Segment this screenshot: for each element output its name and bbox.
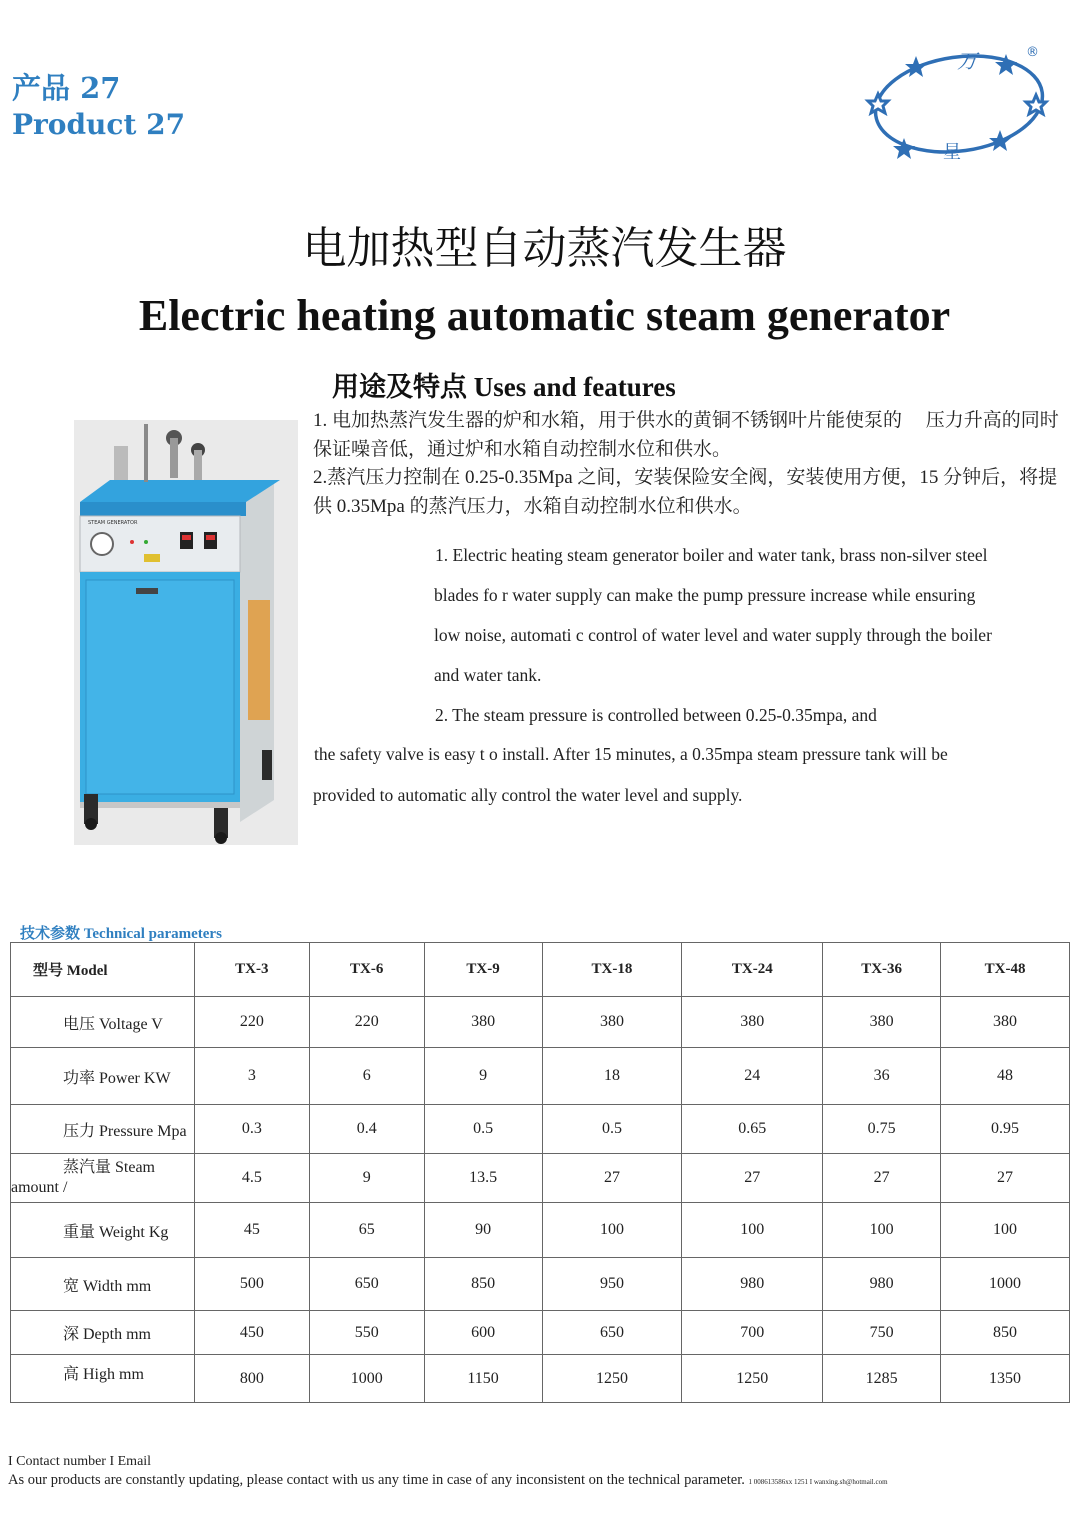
- table-cell: 800: [194, 1355, 309, 1403]
- logo-text-top: 万: [957, 49, 977, 73]
- product-photo: [74, 420, 298, 845]
- table-cell: 1000: [941, 1258, 1070, 1311]
- footer-contact-line: I Contact number I Email: [8, 1454, 152, 1469]
- table-cell: 1000: [309, 1355, 424, 1403]
- table-cell: 550: [309, 1311, 424, 1355]
- row-label: 压力 Pressure Mpa: [11, 1105, 195, 1154]
- title-cn: 电加热型自动蒸汽发生器: [302, 223, 787, 274]
- row-label: 深 Depth mm: [11, 1311, 195, 1355]
- table-cell: 90: [424, 1203, 542, 1258]
- technical-parameters-table: [10, 942, 1070, 1403]
- model-cell: TX-24: [682, 943, 823, 997]
- table-cell: 850: [941, 1311, 1070, 1355]
- uses-en-line-2: blades fo r water supply can make the pump pressure increase while ensuring: [434, 585, 976, 605]
- table-row: [11, 1355, 1070, 1403]
- table-cell: 6: [309, 1048, 424, 1105]
- uses-en-line-1: 1. Electric heating steam generator boiler and water tank, brass non-silver steel: [435, 545, 988, 565]
- model-cell: TX-48: [941, 943, 1070, 997]
- table-cell: 100: [823, 1203, 941, 1258]
- table-cell: 1250: [682, 1355, 823, 1403]
- table-cell: 48: [941, 1048, 1070, 1105]
- table-row: [11, 1258, 1070, 1311]
- table-cell: 18: [542, 1048, 682, 1105]
- table-header-row: [11, 943, 1070, 997]
- row-label-line2: amount /: [11, 1179, 68, 1196]
- table-cell: 500: [194, 1258, 309, 1311]
- uses-en-line-6: the safety valve is easy t o install. After 15 minutes, a 0.35mpa steam pressure tank will be: [314, 744, 948, 764]
- table-cell: 0.4: [309, 1105, 424, 1154]
- table-cell: 100: [941, 1203, 1070, 1258]
- model-cell: TX-3: [194, 943, 309, 997]
- table-cell: 220: [309, 997, 424, 1048]
- product-number-cn: 产品 27: [12, 71, 121, 105]
- table-cell: 650: [542, 1311, 682, 1355]
- table-row: [11, 1048, 1070, 1105]
- table-cell: 36: [823, 1048, 941, 1105]
- table-cell: 0.75: [823, 1105, 941, 1154]
- table-cell: 4.5: [194, 1154, 309, 1203]
- table-cell: 9: [309, 1154, 424, 1203]
- table-cell: 980: [823, 1258, 941, 1311]
- table-cell: 27: [542, 1154, 682, 1203]
- header-model-label: 型号 Model: [11, 943, 195, 997]
- table-row: [11, 1154, 1070, 1203]
- uses-cn-paragraph-2: 2.蒸汽压力控制在 0.25-0.35Mpa 之间，安装保险安全阀，安装使用方便，15 分钟后，将提供 0.35Mpa 的蒸汽压力，水箱自动控制水位和供水。: [313, 467, 1058, 517]
- table-cell: 980: [682, 1258, 823, 1311]
- title-en: Electric heating automatic steam generator: [138, 291, 951, 340]
- footer-contact-small: 1 008613586xx 1251 I wanxing.sh@hotmail.com: [748, 1478, 888, 1486]
- table-cell: 27: [941, 1154, 1070, 1203]
- uses-cn-paragraph-1: 1. 电加热蒸汽发生器的炉和水箱，用于供水的黄铜不锈钢叶片能使泵的 压力升高的同时保证噪音低，通过炉和水箱自动控制水位和供水。: [313, 410, 1059, 460]
- table-cell: 0.65: [682, 1105, 823, 1154]
- model-cell: TX-18: [542, 943, 682, 997]
- wanxing-logo: [864, 40, 1054, 165]
- table-cell: 380: [542, 997, 682, 1048]
- table-cell: 600: [424, 1311, 542, 1355]
- technical-parameters-heading: 技术参数 Technical parameters: [20, 926, 222, 942]
- table-cell: 0.95: [941, 1105, 1070, 1154]
- table-row: [11, 1105, 1070, 1154]
- table-row: [11, 997, 1070, 1048]
- table-cell: 100: [542, 1203, 682, 1258]
- table-cell: 27: [682, 1154, 823, 1203]
- table-cell: 27: [823, 1154, 941, 1203]
- table-cell: 13.5: [424, 1154, 542, 1203]
- table-cell: 220: [194, 997, 309, 1048]
- table-cell: 380: [941, 997, 1070, 1048]
- table-cell: 380: [682, 997, 823, 1048]
- table-cell: 380: [823, 997, 941, 1048]
- table-cell: 850: [424, 1258, 542, 1311]
- table-cell: 380: [424, 997, 542, 1048]
- table-cell: 700: [682, 1311, 823, 1355]
- model-cell: TX-6: [309, 943, 424, 997]
- uses-heading: 用途及特点 Uses and features: [332, 372, 676, 402]
- uses-en-line-3: low noise, automati c control of water level and water supply through the boiler: [434, 625, 992, 645]
- table-cell: 0.3: [194, 1105, 309, 1154]
- uses-en-line-7: provided to automatic ally control the water level and supply.: [313, 785, 743, 805]
- table-cell: 0.5: [542, 1105, 682, 1154]
- footer-notice: [8, 1472, 888, 1489]
- row-label: 电压 Voltage V: [11, 997, 195, 1048]
- table-cell: 65: [309, 1203, 424, 1258]
- row-label: 高 High mm: [11, 1355, 195, 1403]
- table-cell: 1350: [941, 1355, 1070, 1403]
- row-label-line1: 蒸汽量 Steam: [63, 1159, 155, 1176]
- table-cell: 0.5: [424, 1105, 542, 1154]
- table-cell: 950: [542, 1258, 682, 1311]
- model-cell: TX-9: [424, 943, 542, 997]
- uses-en-line-4: and water tank.: [434, 665, 542, 685]
- machine-panel-label: STEAM GENERATOR: [88, 520, 138, 526]
- table-row: [11, 1311, 1070, 1355]
- table-cell: 3: [194, 1048, 309, 1105]
- registered-mark: ®: [1026, 45, 1039, 60]
- table-cell: 450: [194, 1311, 309, 1355]
- table-cell: 1285: [823, 1355, 941, 1403]
- model-cell: TX-36: [823, 943, 941, 997]
- table-row: [11, 1203, 1070, 1258]
- table-cell: 9: [424, 1048, 542, 1105]
- footer-notice-text: As our products are constantly updating, please contact with us any time in case of any inconsistent on the technical parameter.: [8, 1472, 745, 1488]
- table-cell: 100: [682, 1203, 823, 1258]
- table-cell: 750: [823, 1311, 941, 1355]
- row-label: 宽 Width mm: [11, 1258, 195, 1311]
- logo-text-bottom: 星: [943, 142, 961, 163]
- row-label-steam: [11, 1154, 195, 1203]
- row-label: 功率 Power KW: [11, 1048, 195, 1105]
- table-cell: 650: [309, 1258, 424, 1311]
- product-number-en: Product 27: [12, 108, 186, 141]
- table-cell: 24: [682, 1048, 823, 1105]
- table-cell: 1150: [424, 1355, 542, 1403]
- table-cell: 1250: [542, 1355, 682, 1403]
- uses-en-line-5: 2. The steam pressure is controlled between 0.25-0.35mpa, and: [435, 705, 877, 725]
- row-label: 重量 Weight Kg: [11, 1203, 195, 1258]
- table-cell: 45: [194, 1203, 309, 1258]
